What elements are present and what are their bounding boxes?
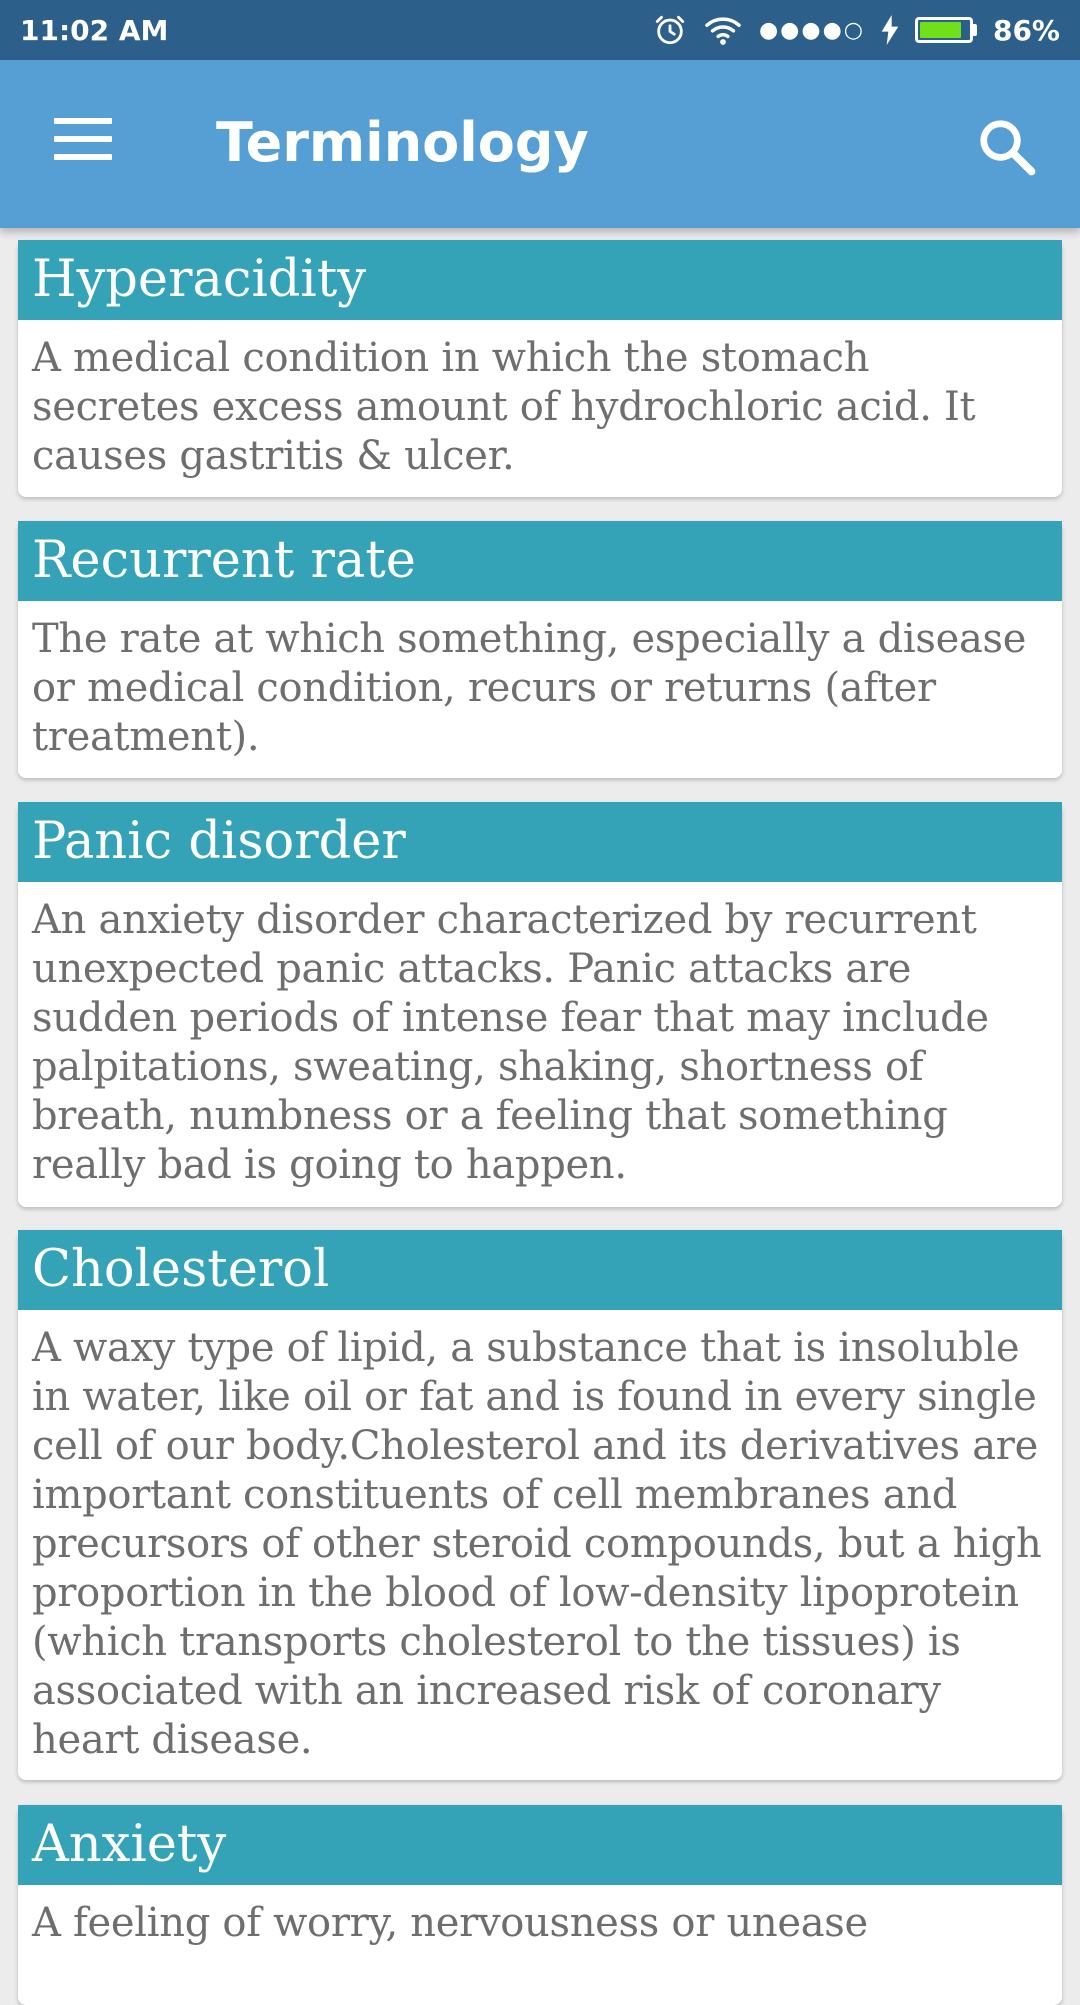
term-definition: A feeling of worry, nervousness or unease bbox=[32, 1900, 868, 1946]
term-title: Panic disorder bbox=[18, 802, 1062, 882]
page-title: Terminology bbox=[216, 111, 589, 174]
term-card[interactable] bbox=[18, 802, 1062, 1207]
term-title: Cholesterol bbox=[18, 1230, 1062, 1310]
battery-percent: 86% bbox=[992, 13, 1060, 47]
term-card[interactable] bbox=[18, 1805, 1062, 2005]
search-icon[interactable] bbox=[976, 116, 1038, 178]
term-title: Hyperacidity bbox=[18, 240, 1062, 320]
status-bar bbox=[0, 0, 1080, 60]
term-card[interactable] bbox=[18, 240, 1062, 497]
term-definition: A waxy type of lipid, a substance that is insoluble in water, like oil or fat and is found in every single cell of our body.Cholesterol and its derivatives are important constituents of cell membranes and precursors of other steroid compounds, but a high proportion in the blood of low-density lipoprotein (which transports cholesterol to the tissues) is associated with an increased risk of coronary heart disease. bbox=[32, 1325, 1042, 1763]
term-card[interactable] bbox=[18, 1230, 1062, 1780]
hamburger-icon bbox=[54, 118, 112, 124]
alarm-icon bbox=[653, 13, 687, 47]
wifi-icon bbox=[703, 14, 743, 46]
term-definition: A medical condition in which the stomach secretes excess amount of hydrochloric acid. It causes gastritis & ulcer. bbox=[32, 335, 976, 479]
status-icons bbox=[653, 13, 1060, 47]
term-title: Recurrent rate bbox=[18, 521, 1062, 601]
app-bar bbox=[0, 60, 1080, 228]
term-title: Anxiety bbox=[18, 1805, 1062, 1885]
terminology-list[interactable] bbox=[0, 228, 1080, 1946]
term-card[interactable] bbox=[18, 521, 1062, 778]
status-time: 11:02 AM bbox=[20, 13, 169, 47]
menu-button[interactable] bbox=[54, 118, 112, 166]
signal-strength-icon: ●●●●○ bbox=[758, 17, 865, 43]
charging-icon bbox=[881, 15, 899, 45]
battery-level-fill bbox=[920, 22, 961, 38]
term-definition: The rate at which something, especially a disease or medical condition, recurs or returns (after treatment). bbox=[32, 616, 1027, 760]
battery-icon bbox=[915, 17, 977, 43]
term-definition: An anxiety disorder characterized by recurrent unexpected panic attacks. Panic attacks are sudden periods of intense fear that may include palpitations, sweating, shaking, shortness of breath, numbness or a feeling that something really bad is going to happen. bbox=[32, 897, 989, 1188]
